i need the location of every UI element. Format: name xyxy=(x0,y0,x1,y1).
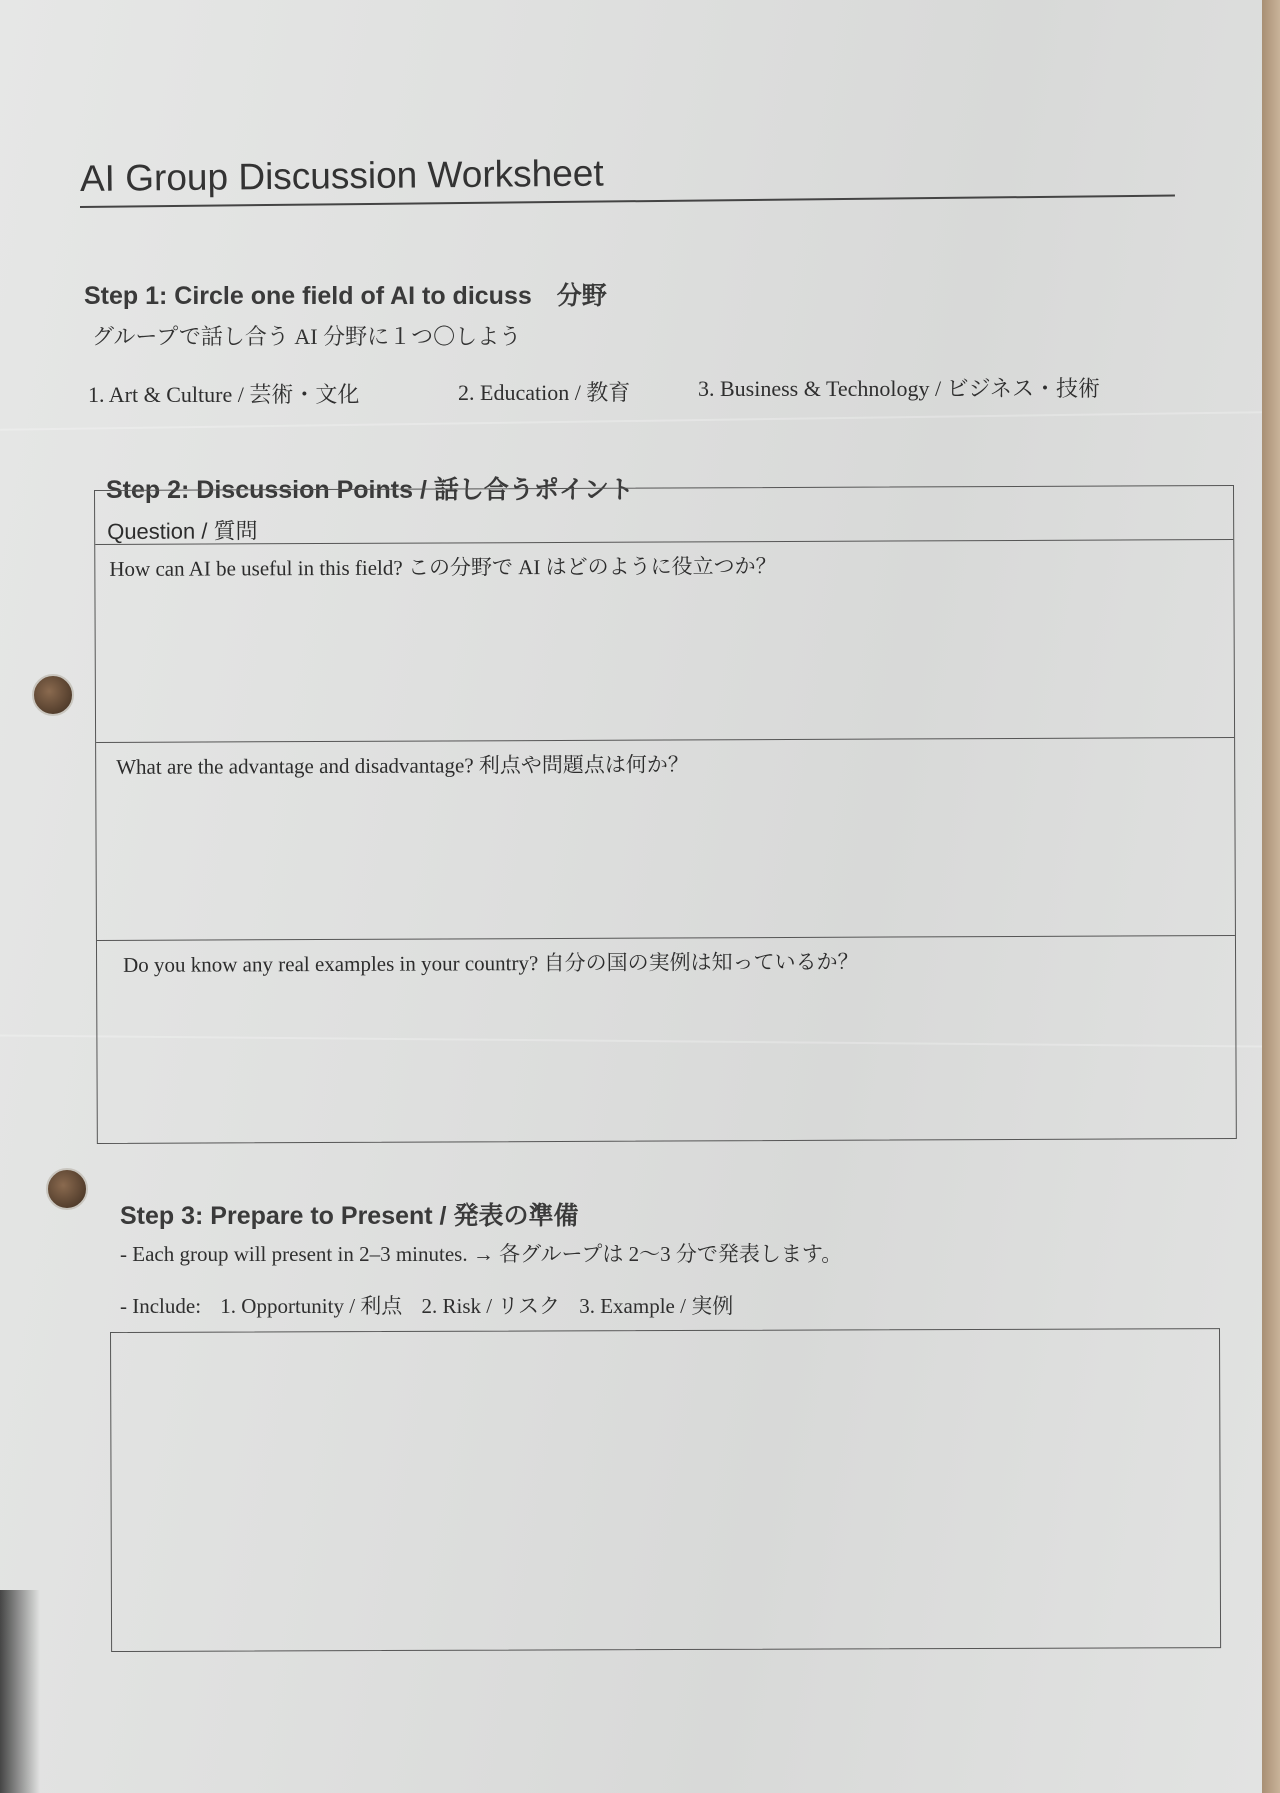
include-label: - Include: xyxy=(120,1294,202,1318)
field-option-education[interactable]: 2. Education / 教育 xyxy=(458,380,631,405)
table-row[interactable] xyxy=(96,738,1235,941)
question-real-examples: Do you know any real examples in your country? 自分の国の実例は知っているか？ xyxy=(123,949,859,977)
table-row[interactable] xyxy=(95,540,1234,743)
question-advantages: What are the advantage and disadvantage? 利点や問題点は何か？ xyxy=(116,752,689,779)
include-opportunity: 1. Opportunity / 利点 xyxy=(220,1294,403,1318)
include-risk: 2. Risk / リスク xyxy=(421,1294,560,1318)
step2-heading: Step 2: Discussion Points / 話し合うポイント xyxy=(106,476,634,504)
table-row[interactable] xyxy=(97,936,1236,1143)
include-example: 3. Example / 実例 xyxy=(579,1294,734,1318)
shadow xyxy=(0,1590,40,1793)
presentation-notes-box[interactable] xyxy=(110,1328,1221,1652)
discussion-table xyxy=(94,485,1237,1144)
table-header-row xyxy=(95,486,1233,545)
step1-instruction: グループで話し合う AI 分野に１つ〇しよう xyxy=(92,324,522,349)
include-list xyxy=(120,1290,733,1320)
question-usefulness: How can AI be useful in this field? この分野で AI はどのように役立つか？ xyxy=(109,554,777,581)
step3-heading: Step 3: Prepare to Present / 発表の準備 xyxy=(120,1202,579,1230)
punch-hole-icon xyxy=(32,674,74,716)
step1-heading: Step 1: Circle one field of AI to dicuss 分野 xyxy=(84,282,607,310)
table-header-question: Question / 質問 xyxy=(107,518,258,544)
paper-crease xyxy=(0,411,1262,431)
present-duration-note: - Each group will present in 2–3 minutes. → 各グループは 2〜3 分で発表します。 xyxy=(120,1242,843,1266)
punch-hole-icon xyxy=(46,1168,88,1210)
field-option-business-technology[interactable]: 3. Business & Technology / ビジネス・技術 xyxy=(698,376,1100,401)
worksheet-title: AI Group Discussion Worksheet xyxy=(79,152,604,199)
field-option-art-culture[interactable]: 1. Art & Culture / 芸術・文化 xyxy=(88,382,360,407)
background-edge xyxy=(1262,0,1280,1793)
